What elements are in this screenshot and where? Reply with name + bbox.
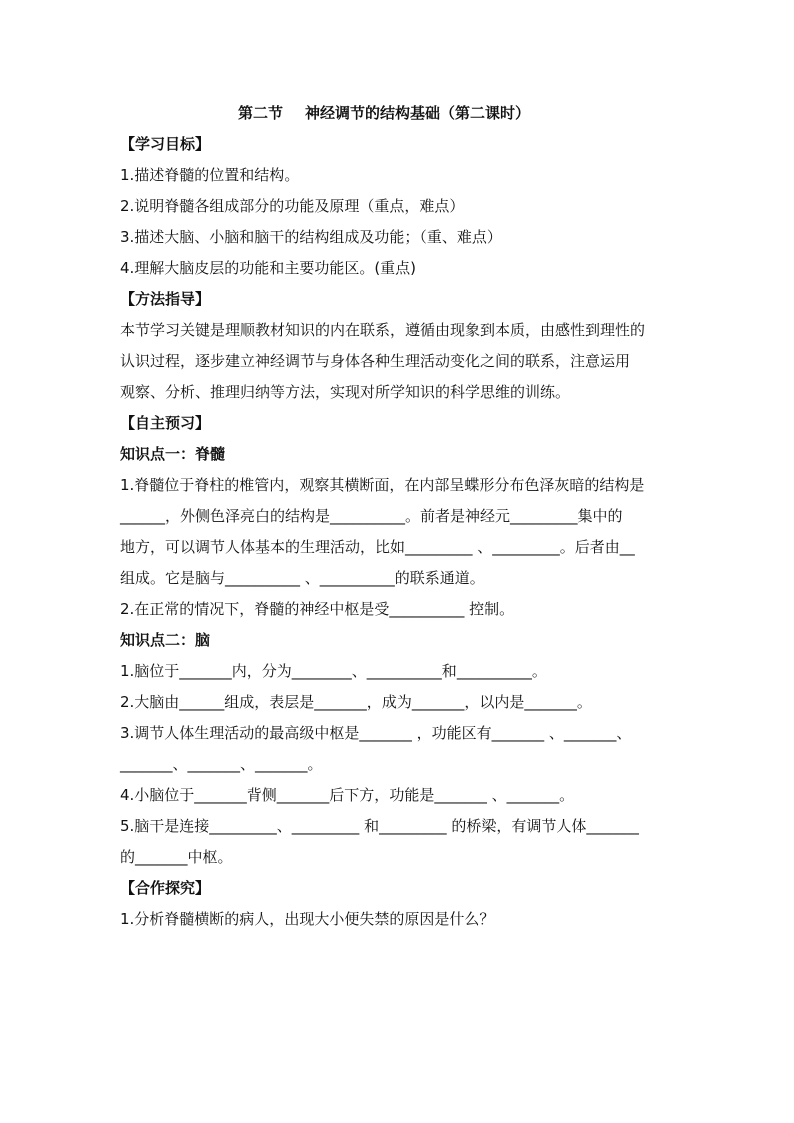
kp2-line: _______、_______、_______。	[120, 755, 323, 773]
knowledge-point-1-title: 知识点一：脊髓	[120, 445, 226, 463]
goal-item: 4.理解大脑皮层的功能和主要功能区。(重点)	[120, 259, 417, 277]
kp1-line: 组成。它是脑与__________ 、__________的联系通道。	[120, 569, 485, 587]
cooperate-heading: 【合作探究】	[120, 879, 211, 897]
method-line: 认识过程，逐步建立神经调节与身体各种生理活动变化之间的联系，注意运用	[120, 352, 631, 370]
method-line: 观察、分析、推理归纳等方法，实现对所学知识的科学思维的训练。	[120, 383, 571, 401]
kp2-line: 1.脑位于_______内，分为________、__________和__________。	[120, 662, 547, 680]
goal-item: 1.描述脊髓的位置和结构。	[120, 166, 300, 184]
cooperate-item: 1.分析脊髓横断的病人，出现大小便失禁的原因是什么？	[120, 910, 495, 928]
goal-item: 2.说明脊髓各组成部分的功能及原理（重点，难点）	[120, 197, 465, 215]
preview-heading: 【自主预习】	[120, 414, 211, 432]
kp2-line: 4.小脑位于_______背侧_______后下方，功能是_______ 、_______。	[120, 786, 575, 804]
kp2-line: 5.脑干是连接_________、_________ 和_________ 的桥梁，有调节人体_______	[120, 817, 639, 835]
kp1-line: 地方，可以调节人体基本的生理活动，比如_________ 、_________。后者由__	[120, 538, 635, 556]
goals-heading: 【学习目标】	[120, 135, 211, 153]
title-section-number: 第二节	[237, 104, 283, 122]
kp2-line: 3.调节人体生理活动的最高级中枢是_______ ，功能区有_______ 、_______、	[120, 724, 632, 742]
method-heading: 【方法指导】	[120, 290, 211, 308]
method-line: 本节学习关键是理顺教材知识的内在联系，遵循由现象到本质，由感性到理性的	[120, 321, 646, 339]
knowledge-point-2-title: 知识点二：脑	[120, 631, 211, 649]
kp2-line: 2.大脑由______组成，表层是_______，成为_______，以内是_______。	[120, 693, 592, 711]
document-content	[120, 98, 676, 935]
kp1-line: 1.脊髓位于脊柱的椎管内，观察其横断面，在内部呈蝶形分布色泽灰暗的结构是	[120, 476, 645, 494]
kp1-line: ______，外侧色泽亮白的结构是__________。前者是神经元_________集中的	[120, 507, 623, 525]
goal-item: 3.描述大脑、小脑和脑干的结构组成及功能；（重、难点）	[120, 228, 502, 246]
kp1-line: 2.在正常的情况下，脊髓的神经中枢是受__________ 控制。	[120, 600, 515, 618]
kp2-line: 的_______中枢。	[120, 848, 233, 866]
title-text: 神经调节的结构基础（第二课时）	[305, 104, 531, 122]
page-title	[92, 98, 676, 129]
